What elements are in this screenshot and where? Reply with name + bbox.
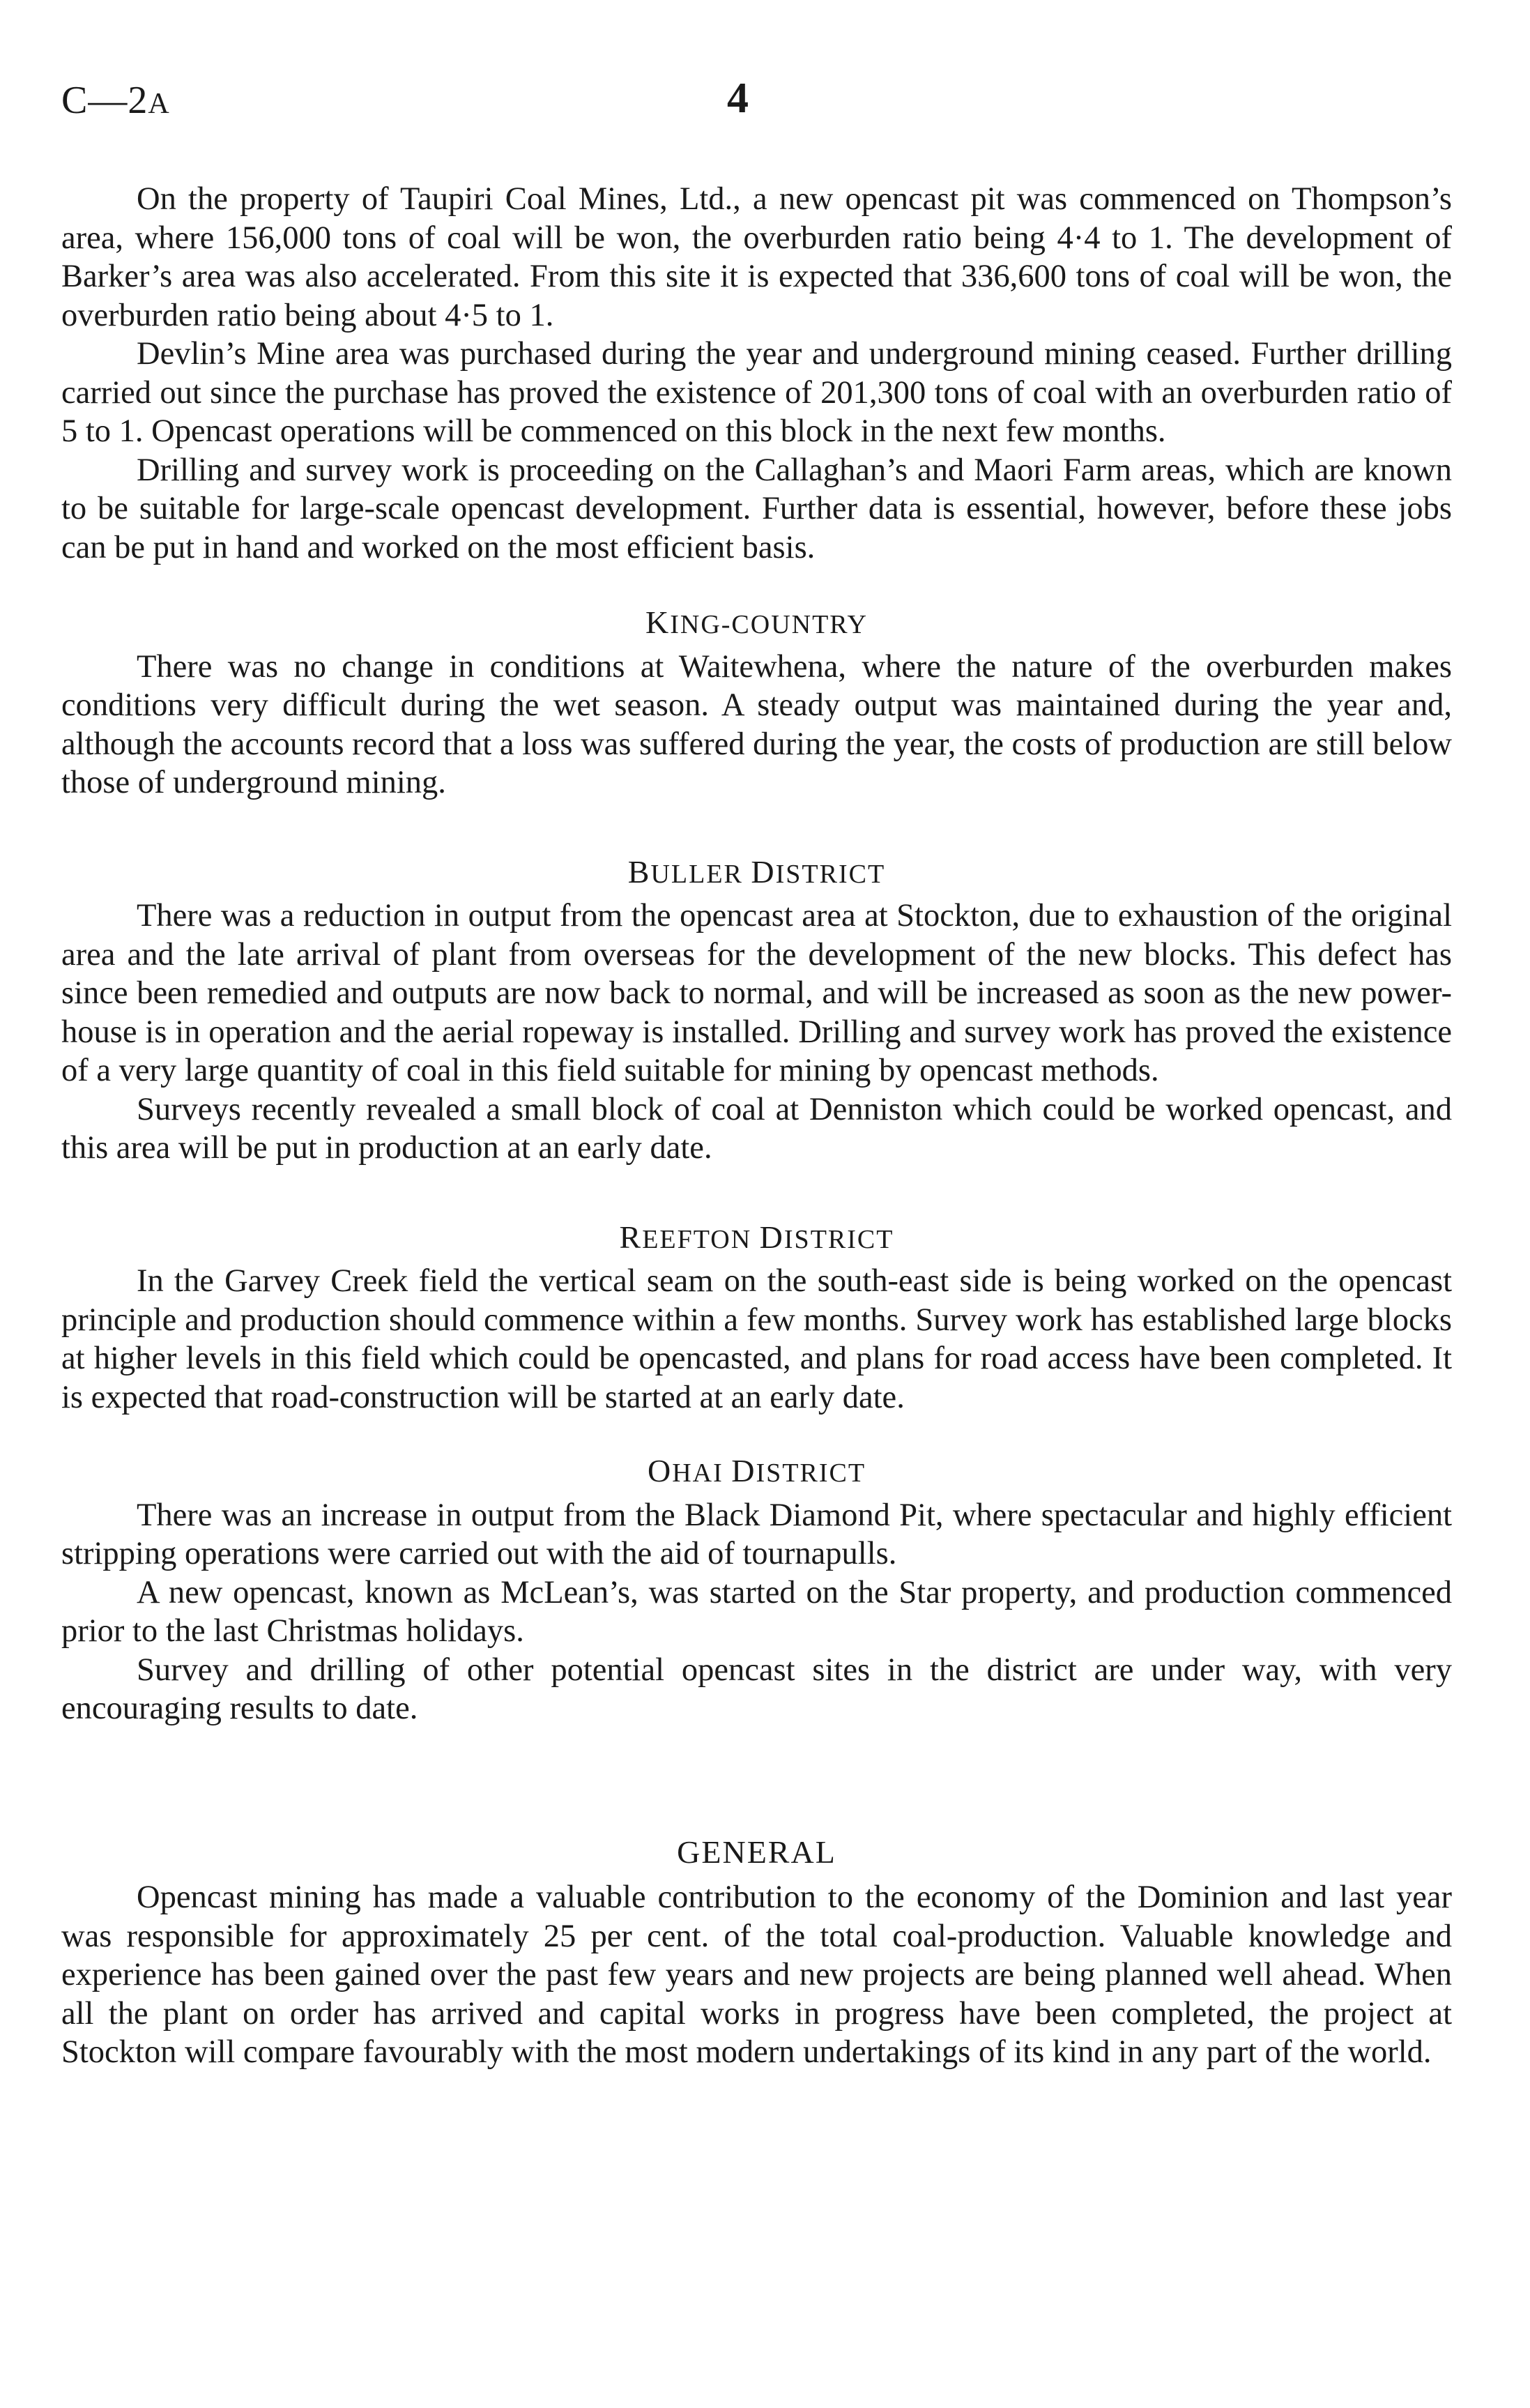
heading-king-country: KING-COUNTRY (645, 604, 868, 640)
heading-general: GENERAL (677, 1834, 836, 1870)
paragraph-stockton: There was a reduction in output from the opencast area at Stockton, due to exhaustion of the original area and the late arrival of plant from overseas for the development of the new blocks. This defect has since been remedied and outputs are now back to normal, and will be increased as soon as the new power-house is in operation and the aerial ropeway is installed. Drilling and survey work has proved the existence of a very large quantity of coal in this field suitable for mining by opencast methods. (61, 898, 1452, 1088)
report-reference-suffix: A (148, 88, 170, 120)
paragraph-devlins-mine: Devlin’s Mine area was purchased during the year and underground mining ceased. Further drilling carried out since the purchase has proved the existence of 201,300 tons of coal with an overburden ratio of 5 to 1. Opencast operations will be commenced on this block in the next few months. (61, 336, 1452, 449)
paragraph-garvey-creek: In the Garvey Creek field the vertical seam on the south-east side is being worked on the opencast principle and production should commence within a few months. Survey work has established large blocks at higher levels in this field which could be opencasted, and plans for road access have been completed. It is expected that road-construction will be started at an early date. (61, 1263, 1452, 1415)
report-reference (61, 78, 170, 123)
document-body (61, 180, 1452, 2072)
paragraph-taupiri: On the property of Taupiri Coal Mines, Ltd., a new opencast pit was commenced on Thompson’s area, where 156,000 tons of coal will be won, the overburden ratio being 4·4 to 1. The development of Barker’s area was also accelerated. From this site it is expected that 336,600 tons of coal will be won, the overburden ratio being about 4·5 to 1. (61, 181, 1452, 333)
paragraph-mcleans-opencast: A new opencast, known as McLean’s, was started on the Star property, and production commenced prior to the last Christmas holidays. (61, 1574, 1452, 1649)
heading-buller-district: BULLER DISTRICT (627, 853, 886, 890)
heading-ohai-district: OHAI DISTRICT (647, 1453, 866, 1488)
report-reference-main: C—2 (61, 79, 148, 122)
paragraph-black-diamond-pit: There was an increase in output from the Black Diamond Pit, where spectacular and highly efficient stripping operations were carried out with the aid of tournapulls. (61, 1497, 1452, 1571)
paragraph-waitewhena: There was no change in conditions at Waitewhena, where the nature of the overburden makes conditions very difficult during the wet season. A steady output was maintained during the year and, although the accounts record that a loss was suffered during the year, the costs of production are still below those of underground mining. (61, 648, 1452, 800)
paragraph-ohai-survey: Survey and drilling of other potential opencast sites in the district are under way, with very encouraging results to date. (61, 1652, 1452, 1726)
paragraph-general: Opencast mining has made a valuable contribution to the economy of the Dominion and last year was responsible for approximately 25 per cent. of the total coal-production. Valuable knowledge and experience has been gained over the past few years and new projects are being planned well ahead. When all the plant on order has arrived and capital works in progress have been completed, the project at Stockton will compare favourably with the most modern undertakings of its kind in any part of the world. (61, 1880, 1452, 2070)
paragraph-denniston: Surveys recently revealed a small block of coal at Denniston which could be worked opencast, and this area will be put in production at an early date. (61, 1091, 1452, 1166)
page-number: 4 (727, 75, 749, 122)
page-header (61, 75, 1452, 134)
paragraph-callaghans-maori-farm: Drilling and survey work is proceeding on the Callaghan’s and Maori Farm areas, which are known to be suitable for large-scale opencast development. Further data is essential, however, before these jobs can be put in hand and worked on the most efficient basis. (61, 452, 1452, 565)
heading-reefton-district: REEFTON DISTRICT (619, 1219, 894, 1255)
